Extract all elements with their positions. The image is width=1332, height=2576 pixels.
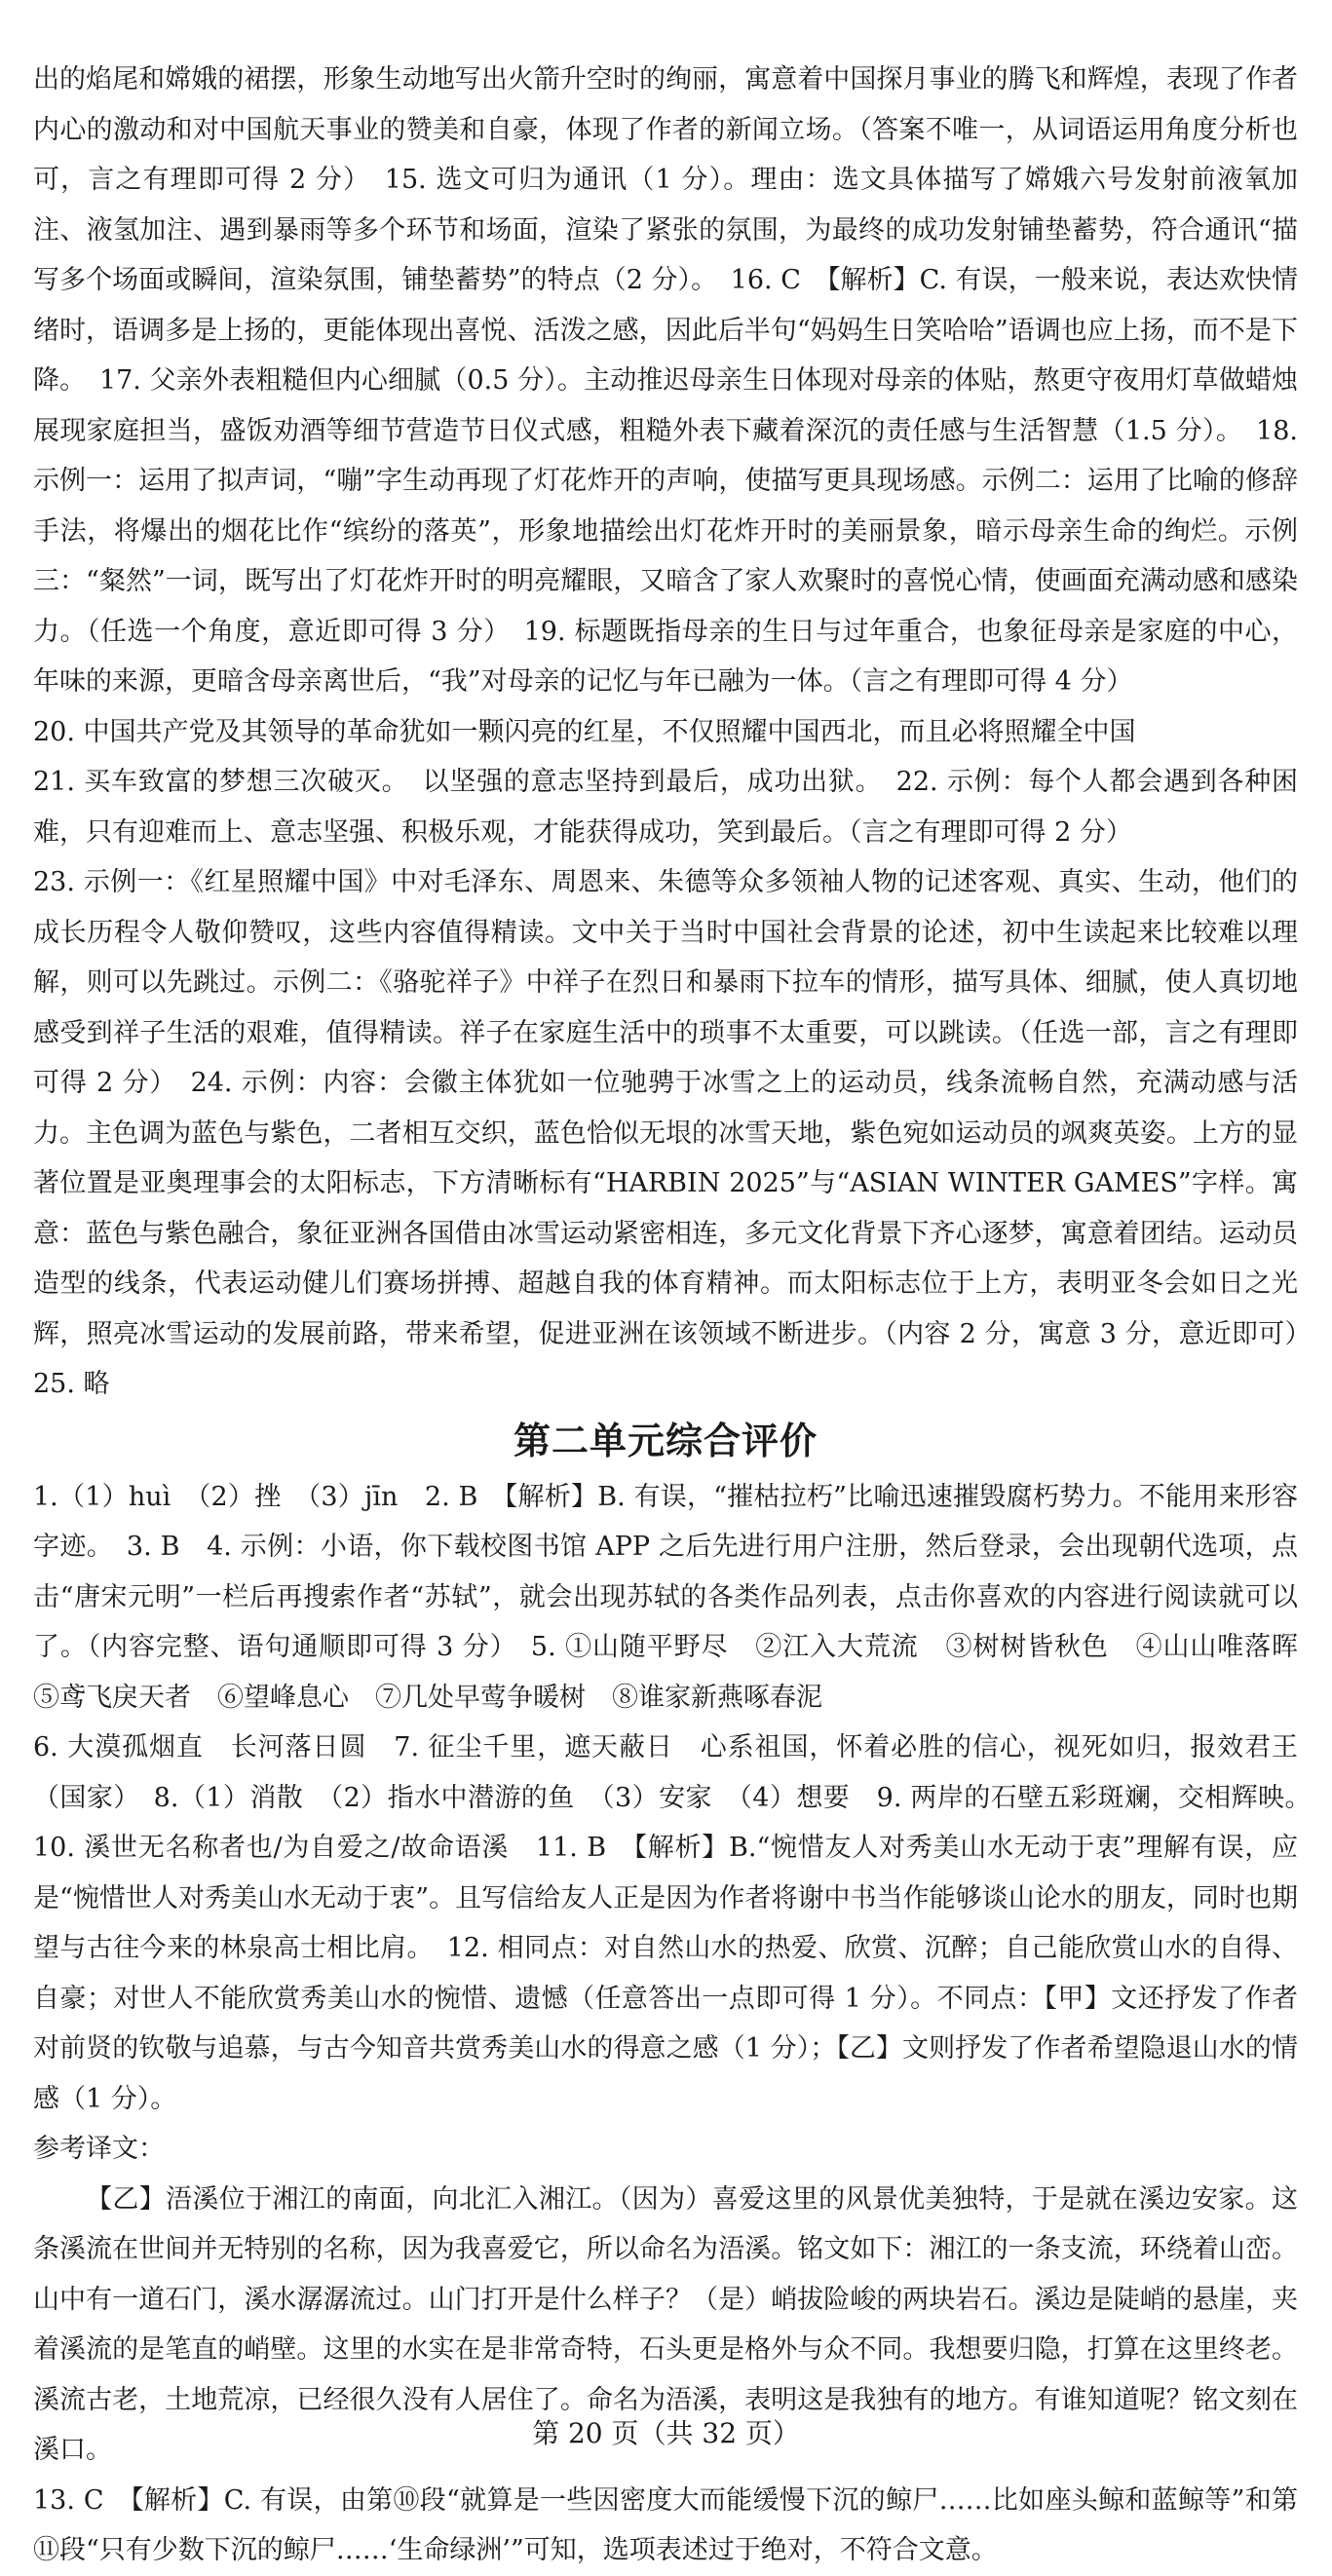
answer-paragraph-21-22: 21. 买车致富的梦想三次破灭。 以坚强的意志坚持到最后，成功出狱。 22. 示例：每个人都会遇到各种困难，只有迎难而上、意志坚强、积极乐观，才能获得成功，笑到最后。（言之有理即可得 2 分）: [33, 767, 1298, 848]
translation-paragraph: 【乙】浯溪位于湘江的南面，向北汇入湘江。（因为）喜爱这里的风景优美独特，于是就在溪边安家。这条溪流在世间并无特别的名称，因为我喜爱它，所以命名为浯溪。铭文如下：湘江的一条支流，环绕着山峦。山中有一道石门，溪水潺潺流过。山门打开是什么样子？（是）峭拔险峻的两块岩石。溪边是陡峭的悬崖，夹着溪流的是笔直的峭壁。这里的水实在是非常奇特，石头更是格外与众不同。我想要归隐，打算在这里终老。溪流古老，土地荒凉，已经很久没有人居住了。命名为浯溪，表明这是我独有的地方。有谁知道呢？铭文刻在溪口。: [33, 2183, 1298, 2465]
translation-heading: 参考译文：: [33, 2134, 165, 2164]
answer-paragraph-1-5: 1.（1）huì （2）挫 （3）jīn 2. B 【解析】B. 有误，“摧枯拉朽”比喻迅速摧毁腐朽势力。不能用来形容字迹。 3. B 4. 示例：小语，你下载校图书馆 APP 之后先进行用户注册，然后登录，会出现朝代选项，点击“唐宋元明”一栏后再搜索作者“苏轼”，就会出现苏轼的各类作品列表，点击你喜欢的内容进行阅读就可以了。（内容完整、语句通顺即可得 3 分） 5. ①山随平野尽 ②江入大荒流 ③树树皆秋色 ④山山唯落晖 ⑤鸢飞戾天者 ⑥望峰息心 ⑦几处早莺争暖树 ⑧谁家新燕啄春泥: [33, 1481, 1324, 1713]
section-title: 第二单元综合评价: [513, 1419, 818, 1462]
answer-paragraph-20: 20. 中国共产党及其领导的革命犹如一颗闪亮的红星，不仅照耀中国西北，而且必将照耀全中国: [33, 716, 1136, 747]
answer-paragraph-6-12: 6. 大漠孤烟直 长河落日圆 7. 征尘千里，遮天蔽日 心系祖国，怀着必胜的信心，视死如归，报效君王（国家） 8.（1）消散 （2）指水中潜游的鱼 （3）安家 （4）想要 9. 两岸的石壁五彩斑斓，交相辉映。 10. 溪世无名称者也/为自爱之/故命语溪 11. B 【解析】B.“惋惜友人对秀美山水无动于衷”理解有误，应是“惋惜世人对秀美山水无动于衷”。且写信给友人正是因为作者将谢中书当作能够谈山论水的朋友，同时也期望与古往今来的林泉高士相比肩。 12. 相同点：对自然山水的热爱、欣赏、沉醉；自己能欣赏山水的自得、自豪；对世人不能欣赏秀美山水的惋惜、遗憾（任意答出一点即可得 1 分）。不同点：【甲】文还抒发了作者对前贤的钦敬与追慕，与古今知音共赏秀美山水的得意之感（1 分）；【乙】文则抒发了作者希望隐退山水的情感（1 分）。: [33, 1732, 1324, 2114]
page-number-footer: 第 20 页（共 32 页）: [532, 2417, 800, 2449]
answer-page: [33, 55, 1324, 2576]
answer-paragraph-23-25: 23. 示例一：《红星照耀中国》中对毛泽东、周恩来、朱德等众多领袖人物的记述客观、真实、生动，他们的成长历程令人敬仰赞叹，这些内容值得精读。文中关于当时中国社会背景的论述，初中生读起来比较难以理解，则可以先跳过。示例二：《骆驼祥子》中祥子在烈日和暴雨下拉车的情形，描写具体、细腻，使人真切地感受到祥子生活的艰难，值得精读。祥子在家庭生活中的琐事不太重要，可以跳读。（任选一部，言之有理即可得 2 分） 24. 示例：内容：会徽主体犹如一位驰骋于冰雪之上的运动员，线条流畅自然，充满动感与活力。主色调为蓝色与紫色，二者相互交织，蓝色恰似无垠的冰雪天地，紫色宛如运动员的飒爽英姿。上方的显著位置是亚奥理事会的太阳标志，下方清晰标有“HARBIN 2025”与“ASIAN WINTER GAMES”字样。寓意：蓝色与紫色融合，象征亚洲各国借由冰雪运动紧密相连，多元文化背景下齐心逐梦，寓意着团结。运动员造型的线条，代表运动健儿们赛场拼搏、超越自我的体育精神。而太阳标志位于上方，表明亚冬会如日之光辉，照亮冰雪运动的发展前路，带来希望，促进亚洲在该领域不断进步。（内容 2 分，寓意 3 分，意近即可） 25. 略: [33, 867, 1324, 1399]
answer-paragraph-14-19: 出的焰尾和嫦娥的裙摆，形象生动地写出火箭升空时的绚丽，寓意着中国探月事业的腾飞和辉煌，表现了作者内心的激动和对中国航天事业的赞美和自豪，体现了作者的新闻立场。（答案不唯一，从词语运用角度分析也可，言之有理即可得 2 分） 15. 选文可归为通讯（1 分）。理由：选文具体描写了嫦娥六号发射前液氧加注、液氢加注、遇到暴雨等多个环节和场面，渲染了紧张的氛围，为最终的成功发射铺垫蓄势，符合通讯“描写多个场面或瞬间，渲染氛围，铺垫蓄势”的特点（2 分）。 16. C 【解析】C. 有误，一般来说，表达欢快情绪时，语调多是上扬的，更能体现出喜悦、活泼之感，因此后半句“妈妈生日笑哈哈”语调也应上扬，而不是下降。 17. 父亲外表粗糙但内心细腻（0.5 分）。主动推迟母亲生日体现对母亲的体贴，熬更守夜用灯草做蜡烛展现家庭担当，盛饭劝酒等细节营造节日仪式感，粗糙外表下藏着深沉的责任感与生活智慧（1.5 分）。 18. 示例一：运用了拟声词，“嘣”字生动再现了灯花炸开的声响，使描写更具现场感。示例二：运用了比喻的修辞手法，将爆出的烟花比作“缤纷的落英”，形象地描绘出灯花炸开时的美丽景象，暗示母亲生命的绚烂。示例三：“粲然”一词，既写出了灯花炸开时的明亮耀眼，又暗含了家人欢聚时的喜悦心情，使画面充满动感和感染力。（任选一个角度，意近即可得 3 分） 19. 标题既指母亲的生日与过年重合，也象征母亲是家庭的中心，年味的来源，更暗含母亲离世后，“我”对母亲的记忆与年已融为一体。（言之有理即可得 4 分）: [33, 64, 1298, 697]
answer-paragraph-13: 13. C 【解析】C. 有误，由第⑩段“就算是一些因密度大而能缓慢下沉的鲸尸……比如座头鲸和蓝鲸等”和第⑪段“只有少数下沉的鲸尸……‘生命绿洲’”可知，选项表述过于绝对，不符合文意。: [33, 2484, 1298, 2565]
